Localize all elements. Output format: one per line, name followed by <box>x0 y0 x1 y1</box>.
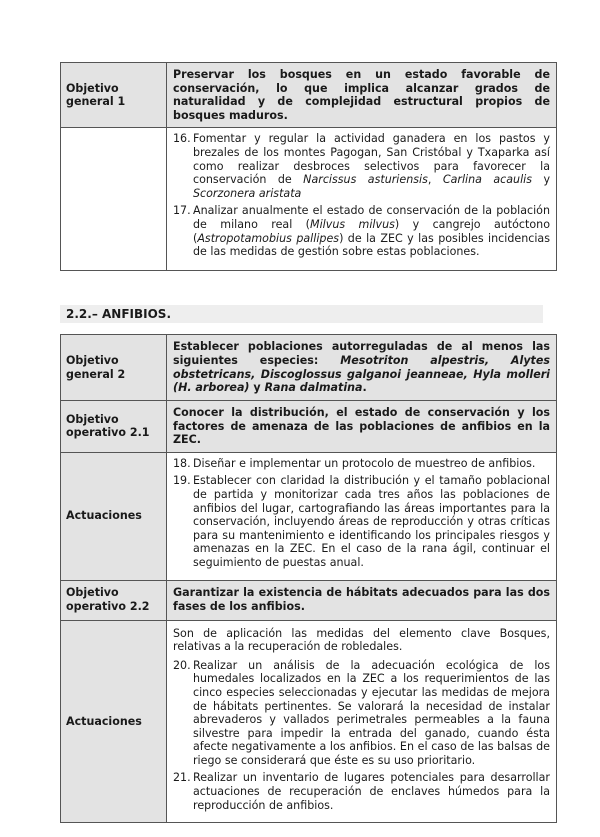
operational-objective-header: Conocer la distribución, el estado de conservación y los factores de amenaza de las poblaciones de anfibios en la ZEC. <box>167 401 557 453</box>
action-item: 19. Establecer con claridad la distribución y el tamaño poblacional de partida y monitorizar cada tres años las poblaciones de anfibios del lugar, cartografiando las áreas importantes para la conservación, incluyendo áreas de reproducción y otras críticas para su mantenimiento e identificando los principales riesgos y amenazas en la ZEC. En el caso de la rana ágil, continuar el seguimiento de puestas anual. <box>173 474 550 569</box>
operational-objective-label: Objetivo operativo 2.2 <box>61 580 167 620</box>
operational-objective-header: Garantizar la existencia de hábitats adecuados para las dos fases de los anfibios. <box>167 580 557 620</box>
operational-objective-label: Objetivo operativo 2.1 <box>61 401 167 453</box>
actions-label: Actuaciones <box>61 620 167 823</box>
action-item: 17. Analizar anualmente el estado de conservación de la población de milano real (Milvus milvus) y cangrejo autóctono (Astropotamobius pallipes) de la ZEC y las posibles incidencias de las medidas de gestión sobre estas poblaciones. <box>173 204 550 259</box>
objective-header: Establecer poblaciones autorreguladas de al menos las siguientes especies: Mesotriton alpestris, Alytes obstetricans, Discoglossus galganoi jeanneae, Hyla molleri (H. arborea) y Rana dalmatina. <box>167 335 557 401</box>
action-item: 16. Fomentar y regular la actividad ganadera en los pastos y brezales de los montes Pagogan, San Cristóbal y Txaparka así como realizar desbroces selectivos para favorecer la conservación de Narcissus asturiensis, Carlina acaulis y Scorzonera aristata <box>173 132 551 200</box>
objective-header: Preservar los bosques en un estado favorable de conservación, lo que implica alcanzar grados de naturalidad y de complejidad estructural propios de bosques maduros. <box>167 63 557 128</box>
objective-label: Objetivo general 2 <box>61 335 167 401</box>
actions-intro: Son de aplicación las medidas del elemento clave Bosques, relativas a la recuperación de robledales. <box>173 626 550 654</box>
action-item: 20. Realizar un análisis de la adecuación ecológica de los humedales localizados en la ZEC a los requerimientos de las cinco especies seleccionadas y ejecutar las medidas de mejora de hábitats pertinentes. Se valorará la necesidad de instalar abrevaderos y vallados perimetrales permeables a la fauna silvestre para impedir la entrada del ganado, cuando ésta afecte negativamente a los anfibios. En el caso de las balsas de riego se considerará que éste es su uso prioritario. <box>173 658 550 767</box>
objective-table-1 <box>60 62 557 271</box>
action-item: 21. Realizar un inventario de lugares potenciales para desarrollar actuaciones de recuperación de enclaves húmedos para la reproducción de anfibios. <box>173 771 550 812</box>
actions-cell <box>167 620 557 823</box>
action-item: 18. Diseñar e implementar un protocolo de muestreo de anfibios. <box>173 456 536 470</box>
objective-label: Objetivo general 1 <box>61 63 167 128</box>
section-title: 2.2.– ANFIBIOS. <box>60 305 543 323</box>
actions-cell <box>167 128 557 271</box>
actions-cell <box>167 452 557 580</box>
empty-cell <box>61 128 167 271</box>
objective-table-2 <box>60 334 557 823</box>
actions-label: Actuaciones <box>61 452 167 580</box>
